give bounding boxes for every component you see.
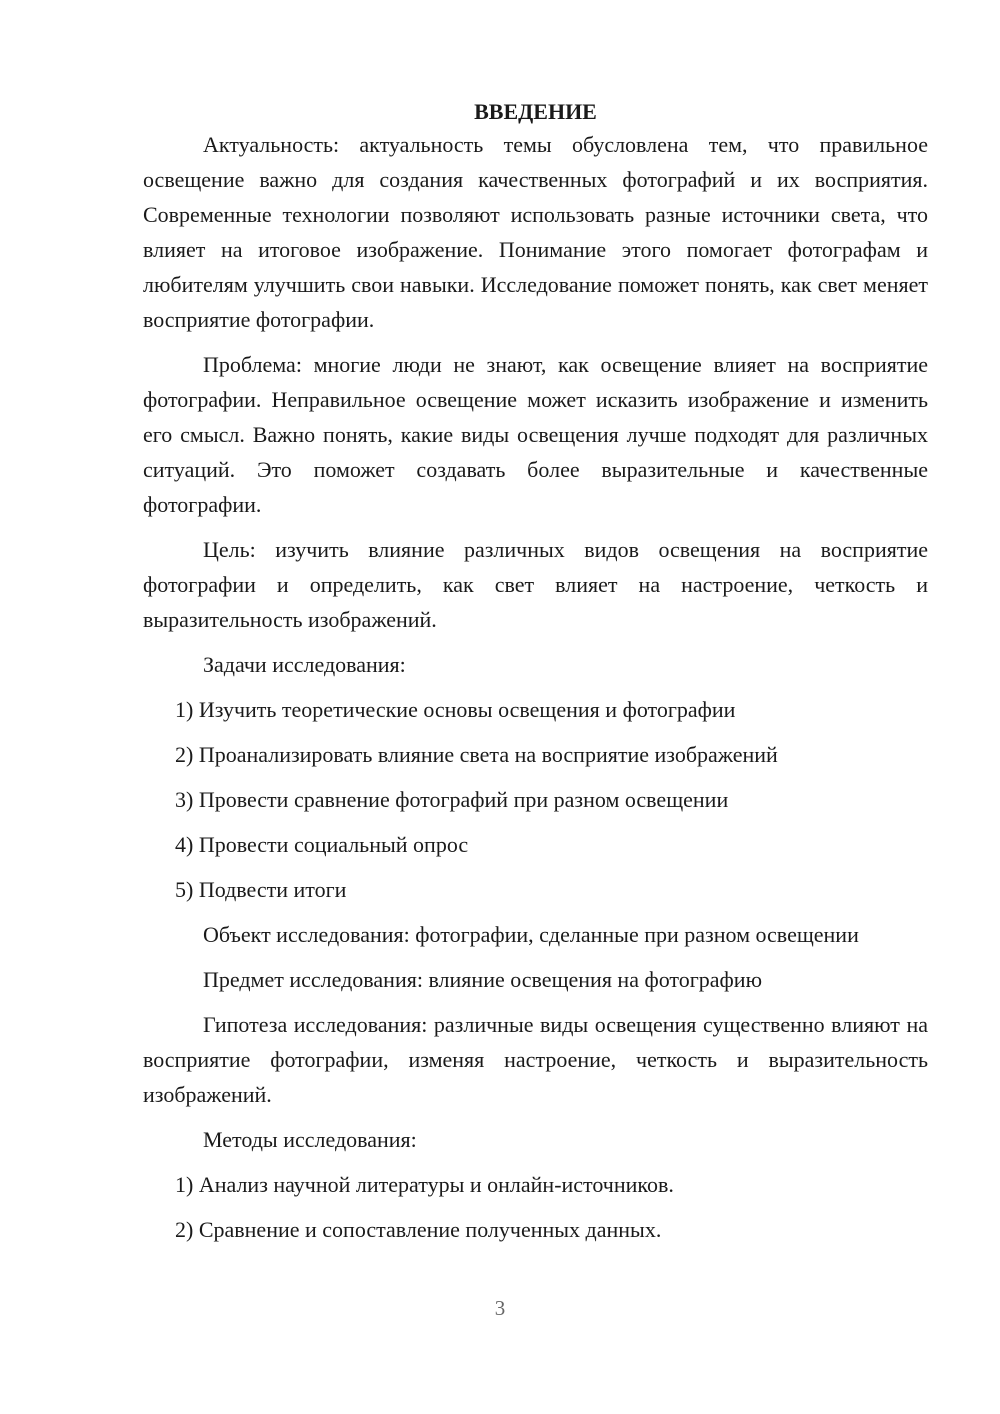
section-title: ВВЕДЕНИЕ [474,99,597,124]
methods-heading: Методы исследования: [203,1127,417,1152]
method-item-2: 2) Сравнение и сопоставление полученных данных. [175,1217,662,1242]
subject-paragraph: Предмет исследования: влияние освещения на фотографию [203,967,763,992]
relevance-paragraph: Актуальность: актуальность темы обусловлена тем, что правильное освещение важно для создания качественных фотографий и их восприятия. Современные технологии позволяют использовать разные источники света, что влияет на итоговое изображение. Понимание этого помогает фотографам и любителям улучшить свои навыки. Исследование поможет понять, как свет меняет восприятие фотографии. [143,132,928,332]
problem-paragraph: Проблема: многие люди не знают, как освещение влияет на восприятие фотографии. Неправильное освещение может исказить изображение и изменить его смысл. Важно понять, какие виды освещения лучше подходят для различных ситуаций. Это поможет создавать более выразительные и качественные фотографии. [143,352,928,517]
goal-paragraph: Цель: изучить влияние различных видов освещения на восприятие фотографии и определить, как свет влияет на настроение, четкость и выразительность изображений. [143,537,928,632]
hypothesis-paragraph: Гипотеза исследования: различные виды освещения существенно влияют на восприятие фотографии, изменяя настроение, четкость и выразительность изображений. [143,1012,928,1107]
task-item-1: 1) Изучить теоретические основы освещения и фотографии [175,697,736,722]
page-number: 3 [494,1296,506,1320]
task-item-2: 2) Проанализировать влияние света на восприятие изображений [175,742,778,767]
task-item-3: 3) Провести сравнение фотографий при разном освещении [175,787,729,812]
document-page [143,92,928,1257]
task-item-4: 4) Провести социальный опрос [175,832,469,857]
method-item-1: 1) Анализ научной литературы и онлайн-источников. [175,1172,674,1197]
task-item-5: 5) Подвести итоги [175,877,347,902]
object-paragraph: Объект исследования: фотографии, сделанные при разном освещении [203,922,859,947]
tasks-heading: Задачи исследования: [203,652,406,677]
